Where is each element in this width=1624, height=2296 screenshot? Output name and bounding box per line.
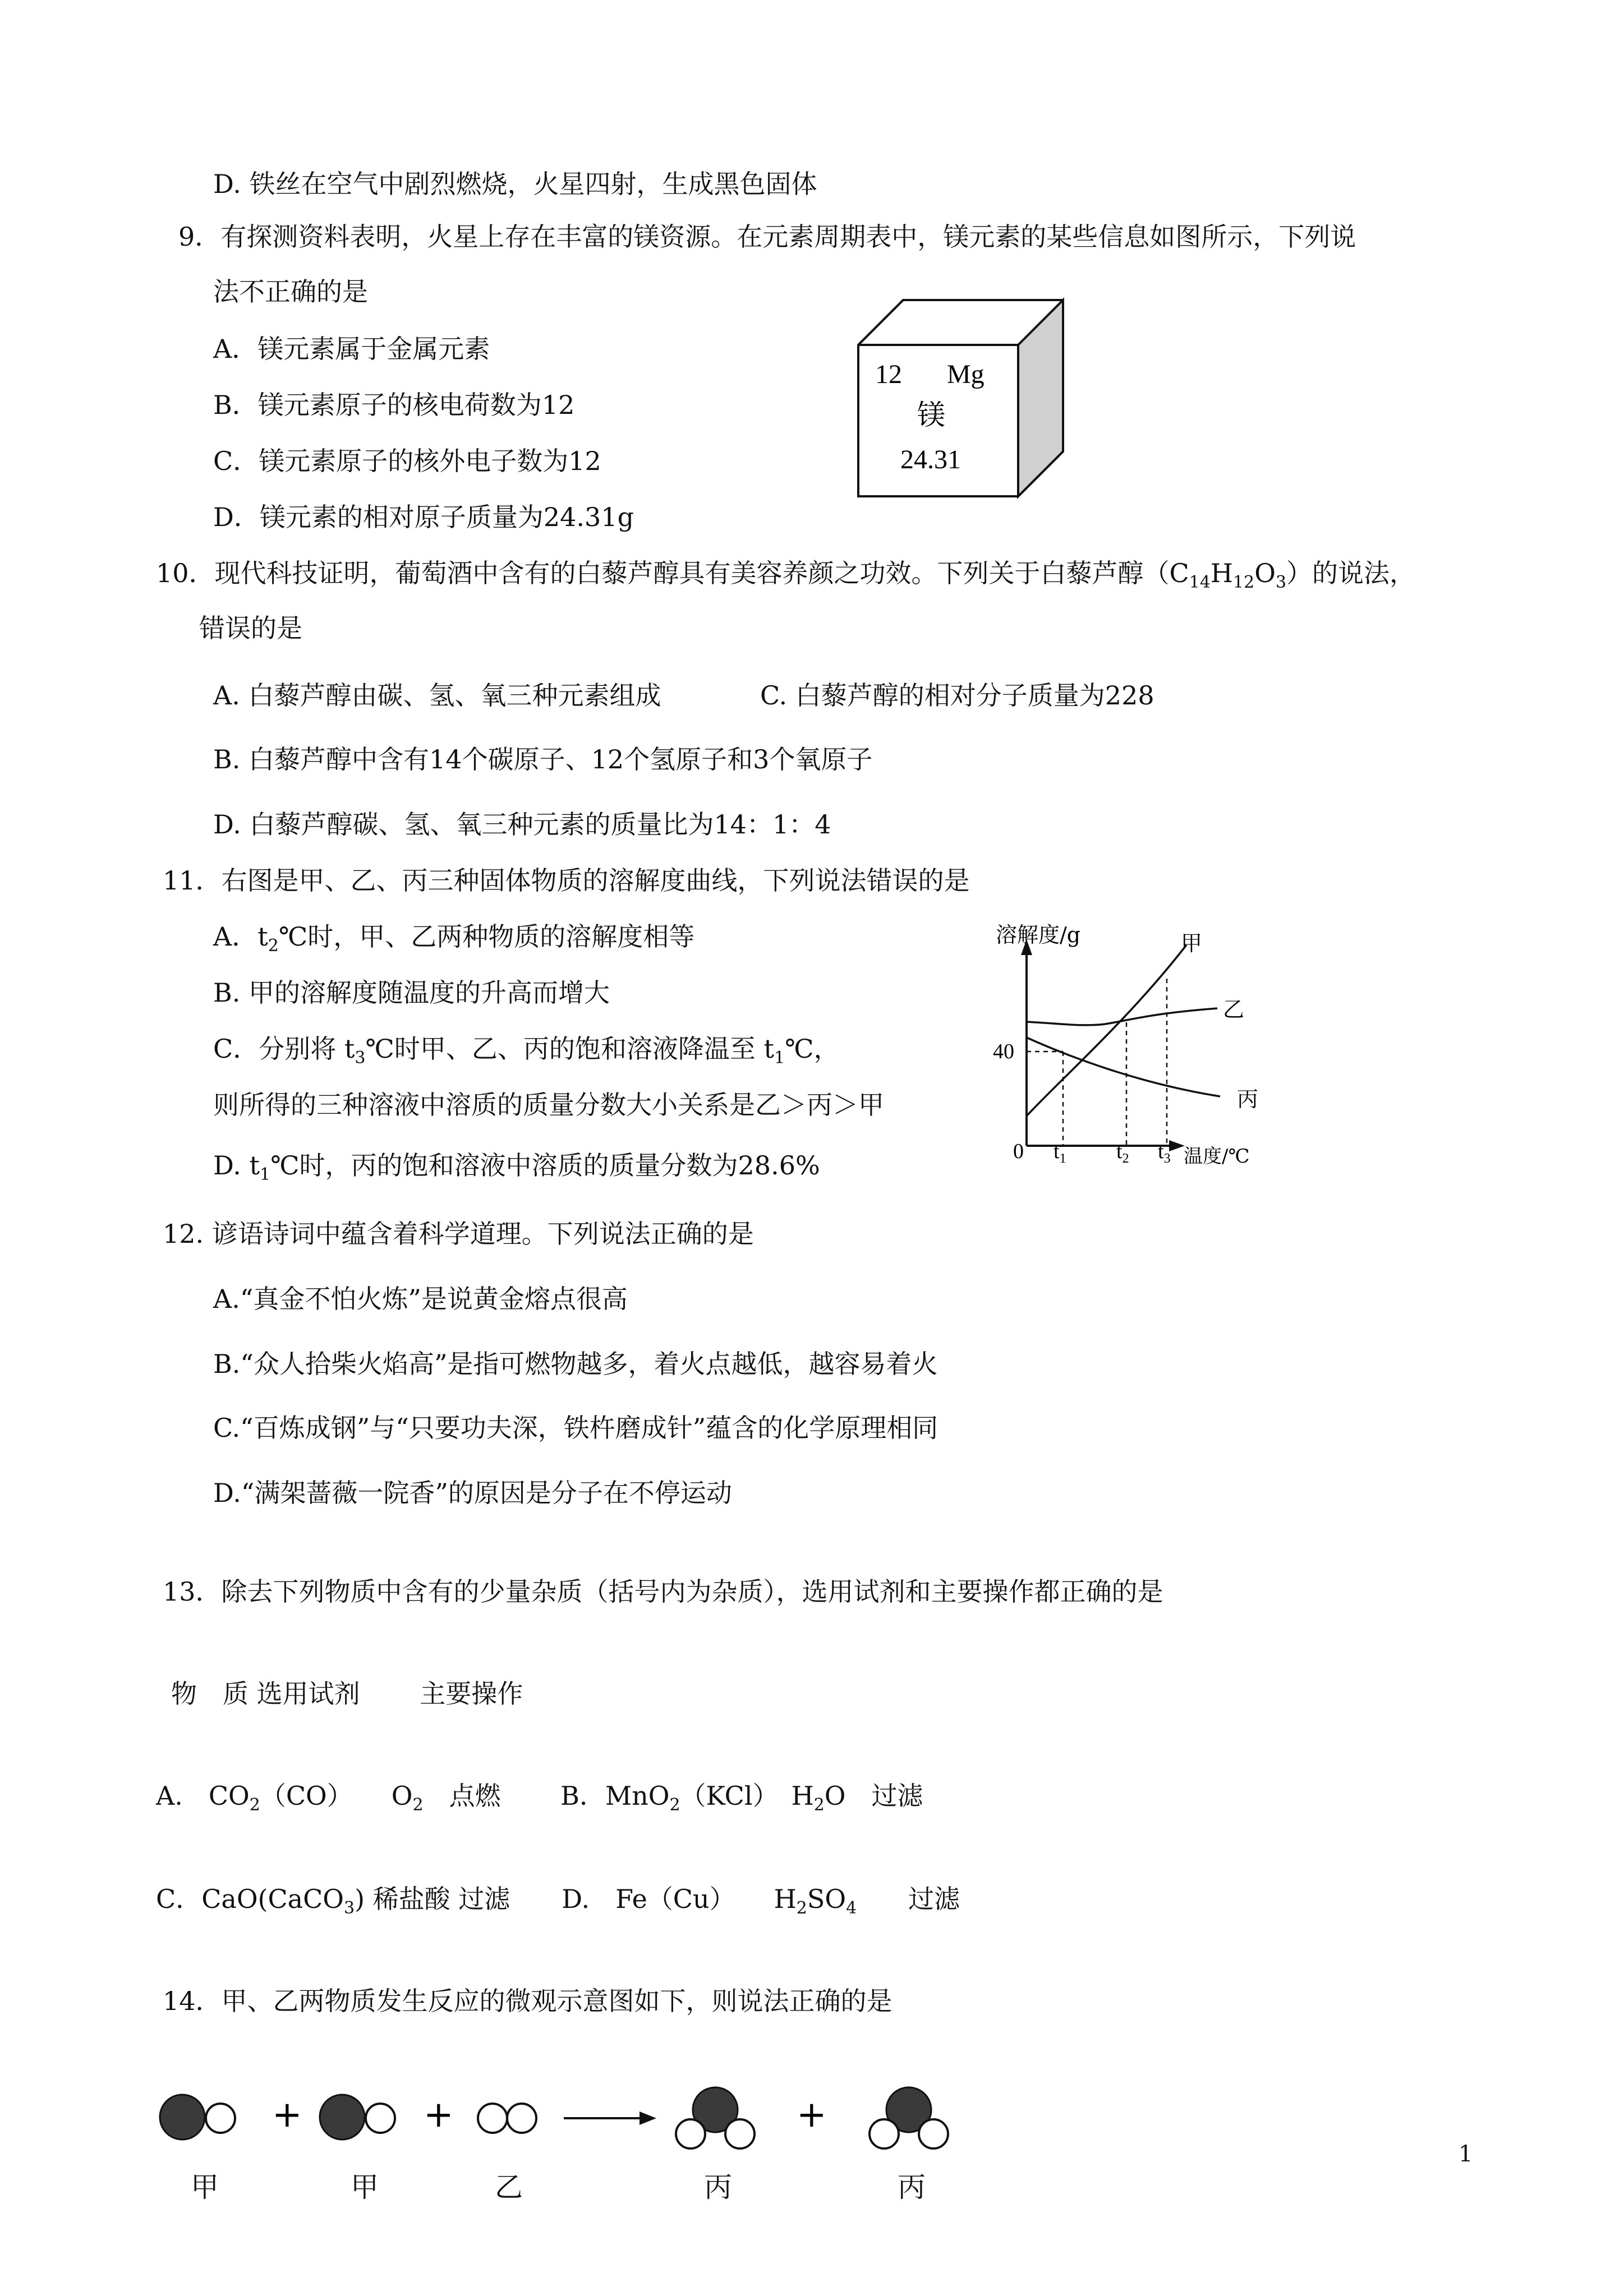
reaction-label-jia-2: 甲 [351,2171,379,2203]
q11-option-c: C．分别将 $t_3℃$时甲、乙、丙的饱和溶液降温至 $t_1℃$， [213,1034,840,1068]
bing-molecule-2-small-atom-right [919,2119,948,2149]
reaction-label-bing-1: 丙 [704,2171,732,2203]
q9-option-c: C．镁元素原子的核外电子数为12 [213,446,601,476]
element-name: 镁 [917,399,945,431]
q12-option-b: B.“众人拾柴火焰高”是指可燃物越多，着火点越低，越容易着火 [213,1349,938,1379]
q13-row-a-b: A. $CO_2(CO)$ $O_2$ 点燃 B．MnO$_2$（KCl） $H_2O$ 过滤 [156,1781,923,1815]
q13-table-header: 物 质 选用试剂 主要操作 [171,1679,523,1709]
q10-option-b: B. 白藜芦醇中含有14个碳原子、12个氢原子和3个氧原子 [213,744,873,774]
series-label-yi: 乙 [1223,997,1245,1022]
x-tick-t1: $t_1$ [1053,1140,1066,1166]
q11-option-c-line2: 则所得的三种溶液中溶质的质量分数大小关系是乙＞丙＞甲 [213,1090,884,1120]
q14-stem: 14．甲、乙两物质发生反应的微观示意图如下，则说法正确的是 [163,1986,892,2016]
q12-stem: 12. 谚语诗词中蕴含着科学道理。下列说法正确的是 [163,1219,754,1249]
plus-sign-3: + [797,2094,827,2136]
q11-option-d: D. $t_1℃$时，丙的饱和溶液中溶质的质量分数为28.6% [213,1150,820,1184]
x-tick-t3: $t_3$ [1158,1140,1171,1166]
q10-stem-line2: 错误的是 [199,613,302,643]
page-number: 1 [1459,2141,1473,2167]
q11-stem: 11．右图是甲、乙、丙三种固体物质的溶解度曲线，下列说法错误的是 [163,865,970,896]
yi-molecule-atom-1 [478,2104,507,2133]
x-axis-label: 温度/℃ [1184,1145,1250,1168]
series-label-jia: 甲 [1181,931,1203,956]
q8-option-d: D. 铁丝在空气中剧烈燃烧，火星四射，生成黑色固体 [213,169,817,199]
q10-option-c: C. 白藜芦醇的相对分子质量为228 [760,680,1154,711]
q10-option-a: A. 白藜芦醇由碳、氢、氧三种元素组成 [213,680,661,711]
jia-molecule-2-big-atom [320,2095,365,2140]
reaction-label-bing-2: 丙 [898,2171,926,2203]
q9-option-b: B．镁元素原子的核电荷数为12 [213,390,575,420]
plus-sign-2: + [424,2094,454,2136]
jia-molecule-1-small-atom [206,2104,235,2133]
y-axis-label: 溶解度/g [996,923,1081,947]
origin-label: 0 [1013,1140,1024,1163]
element-cell-magnesium [853,294,1074,499]
q13-stem: 13．除去下列物质中含有的少量杂质（括号内为杂质），选用试剂和主要操作都正确的是 [163,1576,1163,1607]
q12-option-a: A.“真金不怕火炼”是说黄金熔点很高 [213,1284,628,1314]
q9-stem-line1: 9．有探测资料表明，火星上存在丰富的镁资源。在元素周期表中，镁元素的某些信息如图所示，下列说 [178,222,1356,252]
q11-option-b: B. 甲的溶解度随温度的升高而增大 [213,978,610,1008]
y-tick-40: 40 [993,1040,1014,1063]
curve-jia [1027,945,1186,1116]
element-atomic-number: 12 [875,359,902,389]
solubility-chart [982,917,1296,1175]
jia-molecule-2-small-atom [366,2104,395,2133]
bing-molecule-1-small-atom-left [676,2119,705,2149]
jia-molecule-1-big-atom [160,2095,205,2140]
reaction-label-yi: 乙 [495,2171,523,2203]
bing-molecule-2-small-atom-left [869,2119,899,2149]
x-tick-t2: $t_2$ [1116,1140,1129,1166]
q13-row-c-d: C．CaO(CaCO$_3$) 稀盐酸 过滤 D. Fe（Cu） $H_2SO_4$ 过滤 [156,1884,960,1918]
reaction-arrowhead [640,2111,656,2125]
series-label-bing: 丙 [1237,1087,1259,1112]
curve-yi [1027,1008,1217,1025]
q10-stem-line1: 10．现代科技证明，葡萄酒中含有的白藜芦醇具有美容养颜之功效。下列关于白藜芦醇$(C_{14}H_{12}O_3)$的说法， [156,558,1416,592]
yi-molecule-atom-2 [507,2104,536,2133]
q9-option-d: D．镁元素的相对原子质量为24.31g [213,502,634,532]
x-axis-arrow [1169,1140,1185,1151]
element-symbol: Mg [947,359,984,389]
q9-stem-line2: 法不正确的是 [213,276,368,307]
q12-option-d: D.“满架蔷薇一院香”的原因是分子在不停运动 [213,1478,732,1508]
reaction-label-jia-1: 甲 [191,2171,219,2203]
reaction-diagram [151,2075,993,2170]
q10-option-d: D. 白藜芦醇碳、氢、氧三种元素的质量比为14：1：4 [213,809,831,840]
q12-option-c: C.“百炼成钢”与“只要功夫深，铁杵磨成针”蕴含的化学原理相同 [213,1413,938,1443]
q11-option-a: A．$t_2℃$时，甲、乙两种物质的溶解度相等 [213,921,695,956]
q9-option-a: A．镁元素属于金属元素 [213,334,490,364]
plus-sign-1: + [272,2094,302,2136]
element-mass: 24.31 [900,445,961,474]
bing-molecule-1-small-atom-right [725,2119,755,2149]
